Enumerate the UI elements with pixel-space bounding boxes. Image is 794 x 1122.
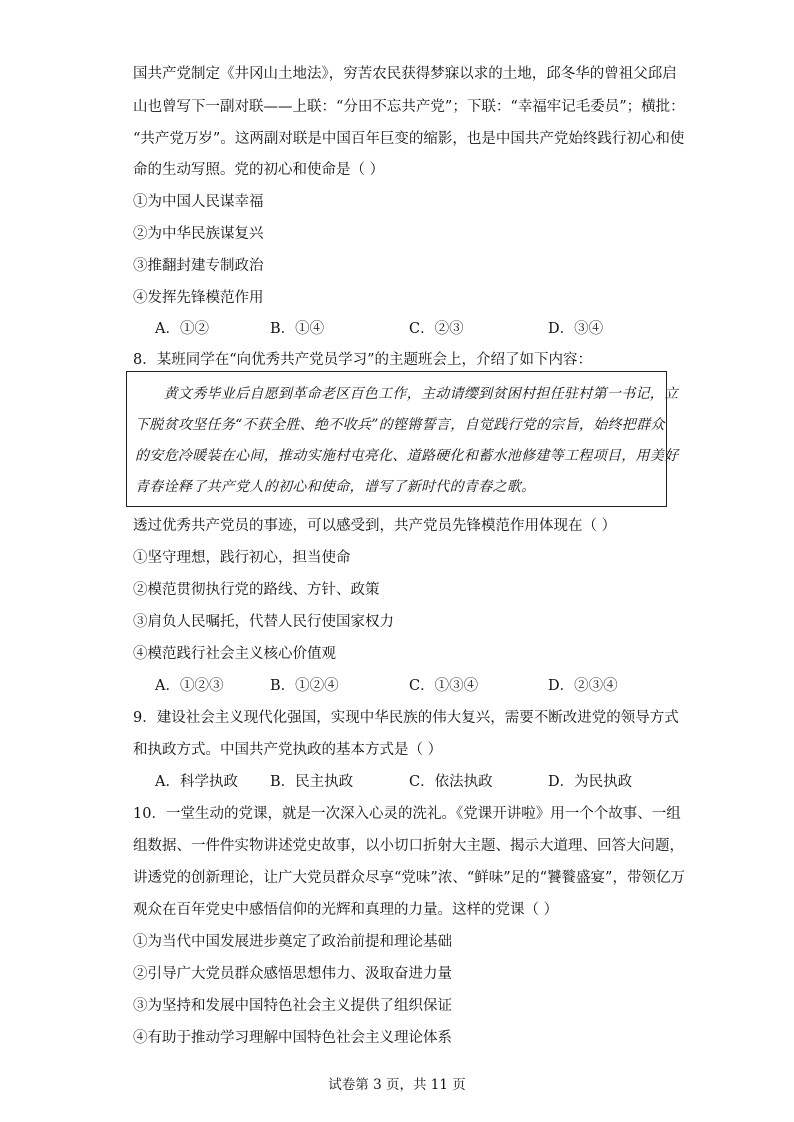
- q7-statement-4: ④发挥先锋模范作用: [133, 290, 264, 306]
- q9-stem-line: 9．建设社会主义现代化强国，实现中华民族的伟大复兴，需要不断改进党的领导方式: [133, 710, 679, 726]
- q10-statement-1: ①为当代中国发展进步奠定了政治前提和理论基础: [133, 934, 452, 950]
- q7-option-c[interactable]: C．②③: [409, 321, 464, 337]
- q8-material-line: 的安危冷暖装在心间，推动实施村屯亮化、道路硬化和蓄水池修建等工程项目，用美好: [135, 448, 679, 464]
- q10-stem-line: 10．一堂生动的党课，就是一次深入心灵的洗礼。《党课开讲啦》用一个个故事、一组: [133, 806, 681, 822]
- q8-material-line: 下脱贫攻坚任务“不获全胜、绝不收兵”的铿锵誓言，自觉践行党的宗旨，始终把群众: [135, 417, 665, 433]
- q7-option-b[interactable]: B．①④: [270, 321, 325, 337]
- q7-stem-line: 命的生动写照。党的初心和使命是（ ）: [133, 162, 385, 178]
- q8-stem: 8．某班同学在“向优秀共产党员学习”的主题班会上，介绍了如下内容：: [133, 352, 593, 368]
- q7-option-d[interactable]: D．③④: [548, 321, 604, 337]
- q8-material-line: 黄文秀毕业后自愿到革命老区百色工作，主动请缨到贫困村担任驻村第一书记，立: [135, 386, 679, 402]
- q10-stem-line: 组数据、一件件实物讲述党史故事，以小切口折射大主题、揭示大道理、回答大问题，: [133, 838, 684, 854]
- q8-statement-4: ④模范践行社会主义核心价值观: [133, 646, 336, 662]
- q10-stem-line: 讲透党的创新理论，让广大党员群众尽享“党味”浓、“鲜味”足的“饕餮盛宴”，带领亿万: [133, 870, 685, 886]
- q9-stem-line: 和执政方式。中国共产党执政的基本方式是（ ）: [133, 742, 443, 758]
- q7-statement-1: ①为中国人民谋幸福: [133, 194, 264, 210]
- q10-statement-2: ②引导广大党员群众感悟思想伟力、汲取奋进力量: [133, 966, 452, 982]
- q10-statement-4: ④有助于推动学习理解中国特色社会主义理论体系: [133, 1030, 452, 1046]
- q9-option-a[interactable]: A．科学执政: [155, 774, 238, 790]
- q7-option-a[interactable]: A．①②: [155, 321, 209, 337]
- q7-statement-3: ③推翻封建专制政治: [133, 258, 264, 274]
- q8-material-line: 青春诠释了共产党人的初心和使命，谱写了新时代的青春之歌。: [135, 479, 536, 495]
- q10-statement-3: ③为坚持和发展中国特色社会主义提供了组织保证: [133, 998, 452, 1014]
- q9-option-d[interactable]: D．为民执政: [548, 774, 633, 790]
- q8-option-c[interactable]: C．①③④: [409, 678, 479, 694]
- q8-option-b[interactable]: B．①②④: [270, 678, 339, 694]
- q7-stem-line: “共产党万岁”。这两副对联是中国百年巨变的缩影，也是中国共产党始终践行初心和使: [133, 131, 685, 147]
- q8-material-box: [126, 371, 679, 507]
- page-footer: 试卷第 3 页，共 11 页: [328, 1077, 466, 1093]
- q7-stem-line: 山也曾写下一副对联——上联：“分田不忘共产党”；下联：“幸福牢记毛委员”；横批：: [133, 99, 685, 115]
- q8-question: 透过优秀共产党员的事迹，可以感受到，共产党员先锋模范作用体现在（ ）: [133, 518, 617, 534]
- q9-option-c[interactable]: C．依法执政: [409, 774, 493, 790]
- q8-statement-3: ③肩负人民嘱托，代替人民行使国家权力: [133, 614, 394, 630]
- q8-option-d[interactable]: D．②③④: [548, 678, 618, 694]
- q8-option-a[interactable]: A．①②③: [155, 678, 224, 694]
- q8-statement-2: ②模范贯彻执行党的路线、方针、政策: [133, 582, 380, 598]
- q7-statement-2: ②为中华民族谋复兴: [133, 226, 264, 242]
- q10-stem-line: 观众在百年党史中感悟信仰的光辉和真理的力量。这样的党课（ ）: [133, 902, 559, 918]
- q8-statement-1: ①坚守理想，践行初心，担当使命: [133, 550, 351, 566]
- q7-stem-line: 国共产党制定《井冈山土地法》，穷苦农民获得梦寐以求的土地，邱冬华的曾祖父邱启: [133, 66, 677, 82]
- q9-option-b[interactable]: B．民主执政: [270, 774, 354, 790]
